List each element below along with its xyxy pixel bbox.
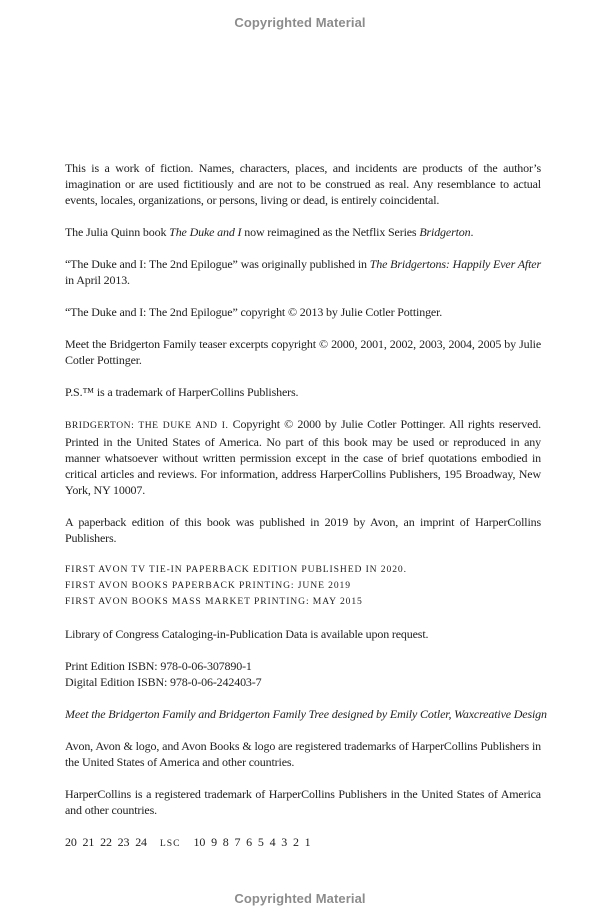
paragraph-library-of-congress: [65, 626, 541, 642]
paragraph-avon-trademarks: [65, 738, 541, 770]
paragraph-netflix-note: [65, 224, 541, 240]
small-caps-text: BRIDGERTON: THE DUKE AND I.: [65, 420, 229, 431]
text-line: [65, 738, 541, 770]
paragraph-teaser-copyright: [65, 336, 541, 368]
text-line: [65, 416, 541, 498]
text-segment: 10 9 8 7 6 5 4 3 2 1: [193, 835, 311, 849]
text-segment: Library of Congress Cataloging-in-Publication Data is available upon request.: [65, 627, 429, 641]
text-line: [65, 224, 541, 240]
copyright-page-text-block: [65, 160, 547, 852]
paragraph-harpercollins-trademark: [65, 786, 541, 818]
text-segment: A paperback edition of this book was published in 2019 by Avon, an imprint of HarperCollins Publishers.: [65, 515, 541, 545]
text-line: [65, 256, 541, 288]
paragraph-epilogue-copyright: [65, 304, 541, 320]
paragraph-fiction-disclaimer: [65, 160, 541, 208]
text-segment: Digital Edition ISBN: 978-0-06-242403-7: [65, 675, 262, 689]
text-segment: Copyright © 2000 by Julie Cotler Pottinger. All rights reserved. Printed in the United States of America. No part of this book may be used or reproduced in any manner whatsoever without written permission except in the case of brief quotations embodied in critical articles and reviews. For information, address HarperCollins Publishers, 195 Broadway, New York, NY 10007.: [65, 417, 541, 497]
text-segment: This is a work of fiction. Names, characters, places, and incidents are products of the author’s imagination or are used fictitiously and are not to be construed as real. Any resemblance to actual events, locales, organizations, or persons, living or dead, is entirely coincidental.: [65, 161, 541, 207]
text-line: [65, 658, 541, 674]
paragraph-epilogue-publication: [65, 256, 541, 288]
text-line: [65, 786, 541, 818]
text-segment: 20 21 22 23 24: [65, 835, 147, 849]
text-segment: Meet the Bridgerton Family teaser excerpts copyright © 2000, 2001, 2002, 2003, 2004, 2005 by Julie Cotler Pottinger.: [65, 337, 541, 367]
text-line: [65, 834, 541, 852]
printer-key-line: [65, 834, 541, 852]
paragraph-main-copyright-notice: [65, 416, 541, 498]
text-segment: Avon, Avon & logo, and Avon Books & logo are registered trademarks of HarperCollins Publishers in the United States of America and other countries.: [65, 739, 541, 769]
italic-text: Meet the Bridgerton Family and Bridgerton Family Tree designed by Emily Cotler, Waxcreative Design: [65, 707, 547, 721]
italic-text: Bridgerton: [419, 225, 471, 239]
text-line: [65, 336, 541, 368]
text-line: [65, 160, 541, 208]
text-segment: P.S.™ is a trademark of HarperCollins Publishers.: [65, 385, 299, 399]
text-line: [65, 626, 541, 642]
text-segment: “The Duke and I: The 2nd Epilogue” was originally published in: [65, 257, 370, 271]
text-line: [65, 562, 541, 578]
text-segment: FIRST AVON BOOKS MASS MARKET PRINTING: MAY 2015: [65, 596, 363, 607]
text-line: [65, 706, 547, 722]
text-segment: HarperCollins is a registered trademark of HarperCollins Publishers in the United States of America and other countries.: [65, 787, 541, 817]
italic-text: The Duke and I: [169, 225, 242, 239]
small-caps-text: LSC: [159, 838, 181, 849]
text-segment: in April 2013.: [65, 273, 130, 287]
text-segment: .: [470, 225, 474, 239]
designer-credit-line: [65, 706, 547, 722]
text-segment: FIRST AVON TV TIE-IN PAPERBACK EDITION PUBLISHED IN 2020.: [65, 564, 407, 575]
text-segment: now reimagined as the Netflix Series: [241, 225, 420, 239]
text-line: [65, 594, 541, 610]
italic-text: The Bridgertons: Happily Ever After: [369, 257, 541, 271]
paragraph-ps-trademark: [65, 384, 541, 400]
text-line: [65, 578, 541, 594]
paragraph-paperback-edition: [65, 514, 541, 546]
printing-history-lines: [65, 562, 541, 610]
text-line: [65, 514, 541, 546]
text-line: [65, 384, 541, 400]
text-segment: “The Duke and I: The 2nd Epilogue” copyright © 2013 by Julie Cotler Pottinger.: [65, 305, 443, 319]
text-segment: FIRST AVON BOOKS PAPERBACK PRINTING: JUNE 2019: [65, 580, 351, 591]
text-line: [65, 674, 541, 690]
copyrighted-material-watermark-bottom: Copyrighted Material: [234, 891, 366, 906]
text-line: [65, 304, 541, 320]
text-segment: Print Edition ISBN: 978-0-06-307890-1: [65, 659, 252, 673]
text-segment: The Julia Quinn book: [65, 225, 170, 239]
copyrighted-material-watermark-top: Copyrighted Material: [234, 15, 366, 30]
isbn-lines: [65, 658, 541, 690]
